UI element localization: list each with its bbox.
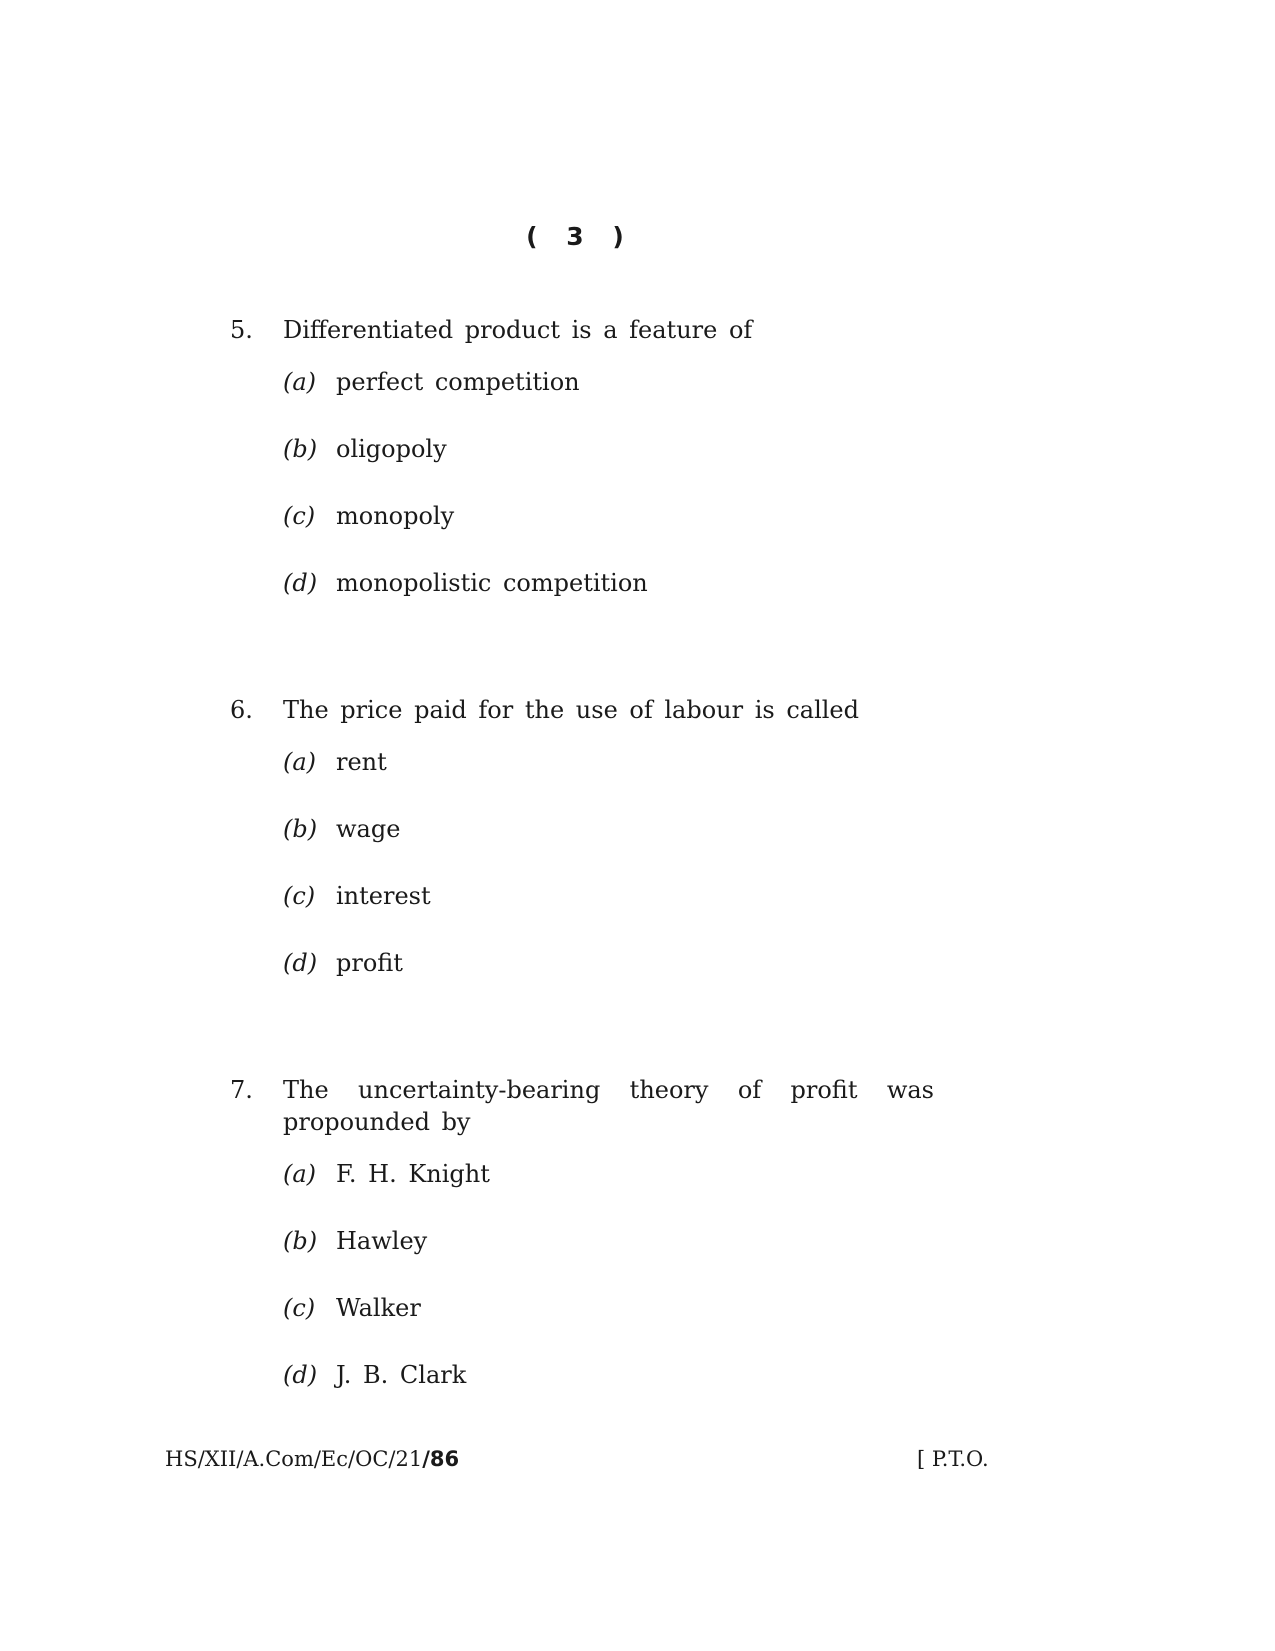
option-text: F. H. Knight [336,1160,490,1188]
option-a [283,1158,930,1225]
options-list [283,366,930,634]
options-list [283,746,930,1014]
option-letter: (b) [283,815,318,843]
option-text: monopolistic competition [336,569,648,597]
option-letter: (d) [283,1361,318,1389]
option-d [283,1359,930,1426]
option-text: oligopoly [336,435,447,463]
option-b [283,813,930,880]
option-c [283,880,930,947]
question-5 [230,314,930,634]
question-stem [230,314,930,346]
option-letter: (a) [283,368,317,396]
option-text: Walker [336,1294,421,1322]
option-letter: (b) [283,435,318,463]
option-d [283,567,930,634]
option-letter: (c) [283,882,316,910]
option-text: perfect competition [336,368,580,396]
option-a [283,366,930,433]
option-a [283,746,930,813]
option-d [283,947,930,1014]
option-text: wage [336,815,401,843]
options-list [283,1158,930,1426]
option-letter: (d) [283,949,318,977]
page-number: ( 3 ) [526,222,634,251]
question-6 [230,694,930,1014]
option-b [283,1225,930,1292]
option-c [283,500,930,567]
paper-code-prefix: HS/XII/A.Com/Ec/OC/21 [165,1447,423,1471]
question-number: 5. [230,316,253,344]
question-stem [230,1074,934,1138]
option-text: monopoly [336,502,455,530]
option-letter: (c) [283,1294,316,1322]
question-7 [230,1074,934,1426]
question-text: Differentiated product is a feature of [283,316,753,344]
option-letter: (a) [283,748,317,776]
option-text: Hawley [336,1227,428,1255]
question-text: The price paid for the use of labour is called [283,696,859,724]
question-stem [230,694,930,726]
option-text: profit [336,949,403,977]
option-text: rent [336,748,387,776]
paper-code [165,1447,459,1471]
please-turn-over: [ P.T.O. [917,1447,989,1471]
option-letter: (b) [283,1227,318,1255]
option-text: J. B. Clark [336,1361,467,1389]
option-letter: (a) [283,1160,317,1188]
option-b [283,433,930,500]
paper-code-suffix: /86 [422,1447,460,1471]
option-letter: (c) [283,502,316,530]
option-c [283,1292,930,1359]
option-letter: (d) [283,569,318,597]
question-number: 7. [230,1076,253,1104]
question-text: The uncertainty-bearing theory of profit was propounded by [283,1076,934,1136]
question-number: 6. [230,696,253,724]
option-text: interest [336,882,431,910]
